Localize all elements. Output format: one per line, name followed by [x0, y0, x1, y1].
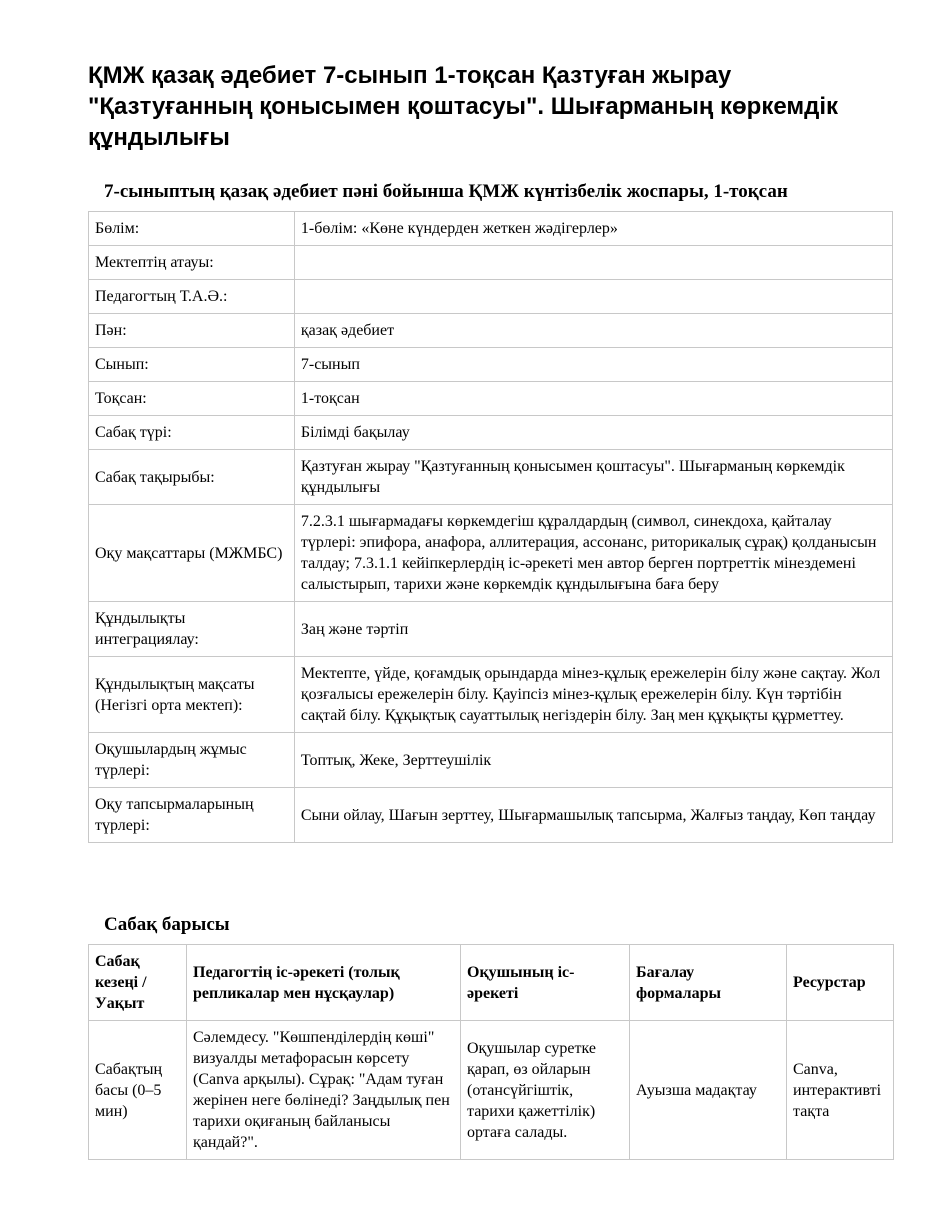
column-header-teacher-activity: Педагогтің іс-әрекеті (толық репликалар мен нұсқаулар)	[187, 945, 461, 1021]
lesson-progress-table	[88, 944, 894, 1160]
stage-cell: Сабақтың басы (0–5 мин)	[89, 1021, 187, 1160]
info-label: Сабақ түрі:	[89, 416, 295, 450]
table-row	[89, 1021, 894, 1160]
table-row	[89, 788, 893, 843]
resources-cell: Canva, интерактивті тақта	[787, 1021, 894, 1160]
student-activity-cell: Оқушылар суретке қарап, өз ойларын (отансүйгіштік, тарихи қажеттілік) ортаға салады.	[461, 1021, 630, 1160]
info-label: Оқу мақсаттары (МЖМБС)	[89, 505, 295, 602]
table-row	[89, 505, 893, 602]
table-header-row	[89, 945, 894, 1021]
info-value	[294, 246, 892, 280]
info-value: Топтық, Жеке, Зерттеушілік	[294, 733, 892, 788]
info-value: 1-бөлім: «Көне күндерден жеткен жәдігерлер»	[294, 212, 892, 246]
info-label: Сынып:	[89, 348, 295, 382]
info-value: 7-сынып	[294, 348, 892, 382]
info-label: Тоқсан:	[89, 382, 295, 416]
column-header-student-activity: Оқушының іс-әрекеті	[461, 945, 630, 1021]
column-header-resources: Ресурстар	[787, 945, 894, 1021]
info-value: Заң және тәртіп	[294, 602, 892, 657]
table-row	[89, 416, 893, 450]
info-label: Педагогтың Т.А.Ә.:	[89, 280, 295, 314]
info-value: Білімді бақылау	[294, 416, 892, 450]
table-row	[89, 314, 893, 348]
assessment-cell: Ауызша мадақтау	[630, 1021, 787, 1160]
info-label: Пән:	[89, 314, 295, 348]
info-value: 1-тоқсан	[294, 382, 892, 416]
info-label: Құндылықтың мақсаты (Негізгі орта мектеп):	[89, 657, 295, 733]
table-row	[89, 450, 893, 505]
info-value: Қазтуған жырау "Қазтуғанның қонысымен қоштасуы". Шығарманың көркемдік құндылығы	[294, 450, 892, 505]
table-row	[89, 733, 893, 788]
info-value	[294, 280, 892, 314]
info-value: 7.2.3.1 шығармадағы көркемдегіш құралдардың (символ, синекдоха, қайталау түрлері: эпифора, анафора, аллитерация, ассонанс, риторикалық сұрақ) қолданысын талдау; 7.3.1.1 кейіпкерлердің іс-әрекеті мен автор берген портреттік мінездемені салыстырып, тарихи және көркемдік құндылығына баға беру	[294, 505, 892, 602]
info-value: қазақ әдебиет	[294, 314, 892, 348]
info-label: Оқушылардың жұмыс түрлері:	[89, 733, 295, 788]
info-label: Оқу тапсырмаларының түрлері:	[89, 788, 295, 843]
table-row	[89, 246, 893, 280]
table-row	[89, 657, 893, 733]
column-header-stage: Сабақ кезеңі / Уақыт	[89, 945, 187, 1021]
info-value: Мектепте, үйде, қоғамдық орындарда мінез-құлық ережелерін білу және сақтау. Жол қозғалысы ережелерін білу. Қауіпсіз мінез-құлық ережелерін білу. Күн тәртібін сақтай білу. Құқықтық сауаттылық негіздерін білу. Заң мен құқықты құрметтеу.	[294, 657, 892, 733]
column-header-assessment: Бағалау формалары	[630, 945, 787, 1021]
lesson-info-table	[88, 211, 893, 843]
info-label: Құндылықты интеграциялау:	[89, 602, 295, 657]
info-label: Мектептің атауы:	[89, 246, 295, 280]
lesson-progress-heading: Сабақ барысы	[104, 914, 230, 935]
document-title: ҚМЖ қазақ әдебиет 7-сынып 1-тоқсан Қазтуған жырау "Қазтуғанның қонысымен қоштасуы". Шығарманың көркемдік құндылығы	[88, 62, 839, 151]
table-row	[89, 280, 893, 314]
teacher-activity-cell: Сәлемдесу. "Көшпенділердің көші" визуалды метафорасын көрсету (Canva арқылы). Сұрақ: "Адам туған жерінен неге бөлінеді? Заңдылық пен тарихи оқиғаның байланысы қандай?".	[187, 1021, 461, 1160]
plan-subtitle: 7-сыныптың қазақ әдебиет пәні бойынша ҚМЖ күнтізбелік жоспары, 1-тоқсан	[104, 181, 788, 202]
table-row	[89, 382, 893, 416]
table-row	[89, 348, 893, 382]
info-label: Сабақ тақырыбы:	[89, 450, 295, 505]
table-row	[89, 212, 893, 246]
table-row	[89, 602, 893, 657]
info-value: Сыни ойлау, Шағын зерттеу, Шығармашылық тапсырма, Жалғыз таңдау, Көп таңдау	[294, 788, 892, 843]
info-label: Бөлім:	[89, 212, 295, 246]
